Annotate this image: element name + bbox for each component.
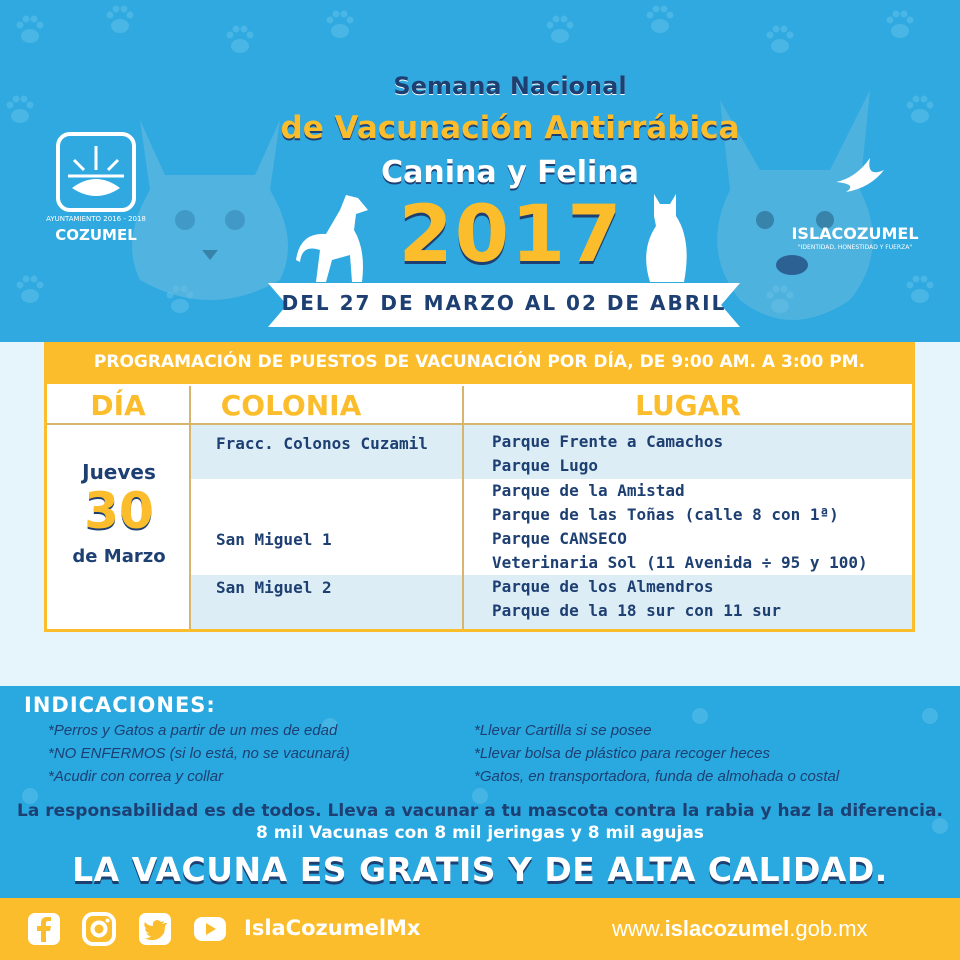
- indications-heading: INDICACIONES:: [24, 693, 216, 717]
- logo-left-subtitle: AYUNTAMIENTO 2016 - 2018: [46, 215, 146, 223]
- day-number: 30: [84, 482, 154, 540]
- colonia-cell: San Miguel 2: [216, 578, 332, 597]
- colonia-cell: San Miguel 1: [216, 530, 332, 549]
- title-line-1: Semana Nacional: [393, 72, 627, 100]
- indication-item: *Llevar bolsa de plástico para recoger heces: [474, 745, 771, 762]
- logo-right-tagline: "IDENTIDAD, HONESTIDAD Y FUERZA": [797, 244, 913, 251]
- column-header-lugar: LUGAR: [635, 389, 741, 422]
- header-divider: [47, 423, 912, 425]
- date-range: DEL 27 DE MARZO AL 02 DE ABRIL: [281, 291, 727, 315]
- year: 2017: [398, 190, 624, 280]
- schedule-banner-text: PROGRAMACIÓN DE PUESTOS DE VACUNACIÓN POR DÍA, DE 9:00 AM. A 3:00 PM.: [93, 352, 866, 372]
- cat-silhouette-icon: [640, 190, 700, 290]
- website-domain: islacozumel: [664, 916, 790, 941]
- logo-left-name: COZUMEL: [55, 226, 137, 244]
- day-month: de Marzo: [72, 546, 166, 567]
- lugar-cell: Parque CANSECO: [492, 529, 627, 548]
- indication-item: *Gatos, en transportadora, funda de almohada o costal: [474, 768, 840, 785]
- lugar-cell: Parque de la Amistad: [492, 481, 685, 500]
- indication-item: *NO ENFERMOS (si lo está, no se vacunará): [48, 745, 350, 762]
- free-vaccine-tagline: LA VACUNA ES GRATIS Y DE ALTA CALIDAD.: [72, 850, 888, 889]
- website-prefix: www.: [612, 916, 665, 941]
- indication-item: *Acudir con correa y collar: [48, 768, 224, 785]
- day-weekday: Jueves: [82, 460, 156, 484]
- facebook-icon[interactable]: [27, 912, 61, 946]
- title-line-2: de Vacunación Antirrábica: [280, 110, 740, 146]
- twitter-icon[interactable]: [138, 912, 172, 946]
- website-link[interactable]: [612, 916, 868, 942]
- column-header-colonia: COLONIA: [220, 389, 362, 422]
- lugar-cell: Parque de los Almendros: [492, 577, 714, 596]
- lugar-cell: Parque de las Toñas (calle 8 con 1ª): [492, 505, 839, 524]
- lugar-cell: Parque Lugo: [492, 456, 598, 475]
- logo-right-name: ISLACOZUMEL: [791, 224, 919, 243]
- colonia-cell: Fracc. Colonos Cuzamil: [216, 434, 428, 453]
- responsibility-message: La responsabilidad es de todos. Lleva a vacunar a tu mascota contra la rabia y haz la diferencia.: [17, 801, 943, 821]
- dog-silhouette-icon: [296, 190, 386, 290]
- title-line-3: Canina y Felina: [381, 155, 639, 190]
- indication-item: *Perros y Gatos a partir de un mes de edad: [48, 722, 338, 739]
- swallow-logo-icon: [830, 148, 890, 208]
- youtube-icon[interactable]: [193, 912, 227, 946]
- vaccine-count-message: 8 mil Vacunas con 8 mil jeringas y 8 mil agujas: [256, 823, 704, 843]
- lugar-cell: Veterinaria Sol (11 Avenida ÷ 95 y 100): [492, 553, 868, 572]
- social-handle[interactable]: IslaCozumelMx: [244, 916, 421, 940]
- column-header-day: DÍA: [90, 389, 146, 422]
- lugar-cell: Parque de la 18 sur con 11 sur: [492, 601, 781, 620]
- instagram-icon[interactable]: [82, 912, 116, 946]
- website-suffix: .gob.mx: [789, 916, 868, 941]
- lugar-cell: Parque Frente a Camachos: [492, 432, 724, 451]
- indication-item: *Llevar Cartilla si se posee: [474, 722, 652, 739]
